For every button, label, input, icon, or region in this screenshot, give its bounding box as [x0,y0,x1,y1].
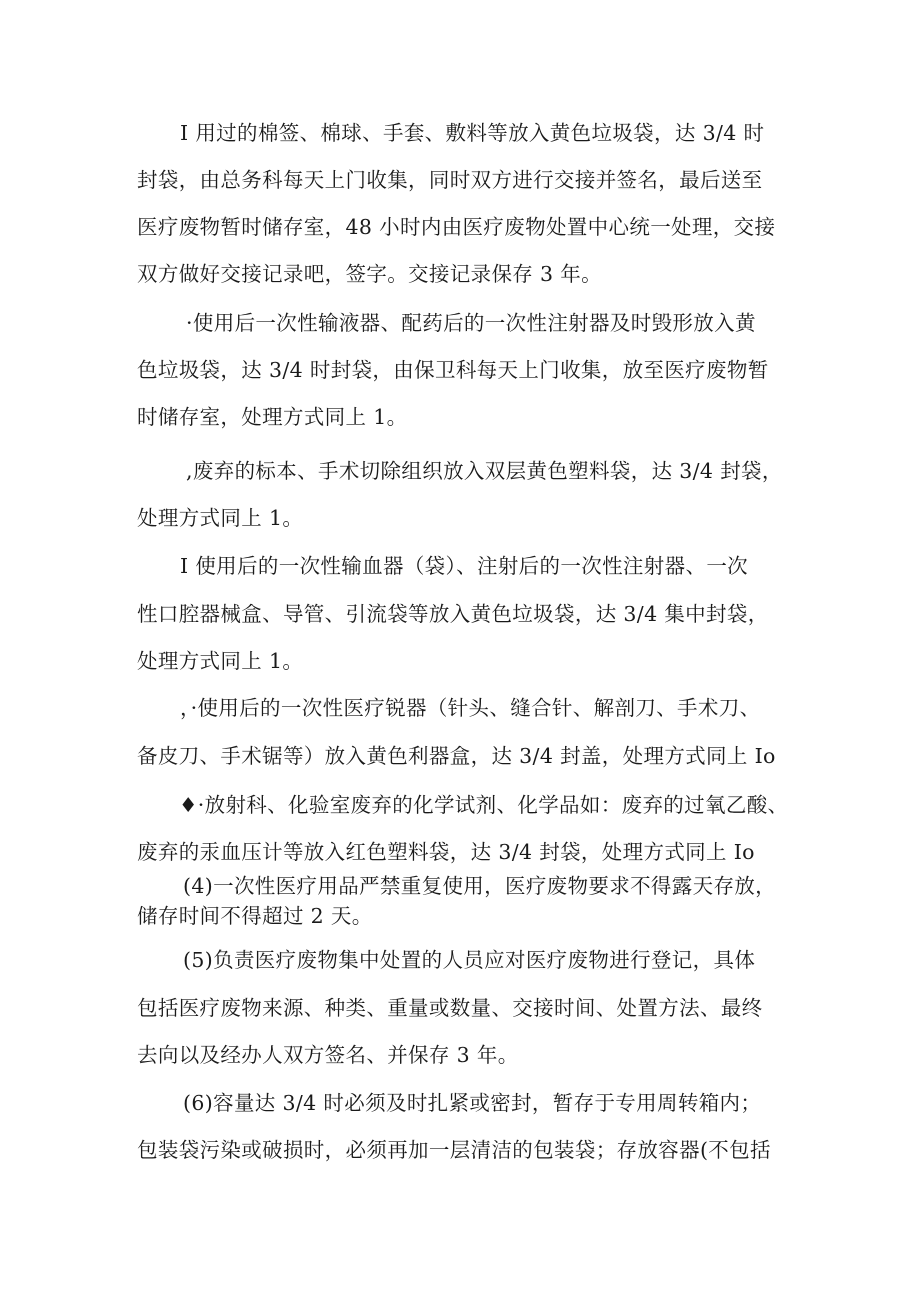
paragraph-8-line-1: (5)负责医疗废物集中处置的人员应对医疗废物进行登记，具体 [183,948,756,972]
paragraph-2-line-1: ·使用后一次性输液器、配药后的一次性注射器及时毁形放入黄 [186,311,756,335]
paragraph-4-line-2: 性口腔器械盒、导管、引流袋等放入黄色垃圾袋，达 3/4 集中封袋， [137,602,769,626]
paragraph-7-line-2: 储存时间不得超过 2 天。 [137,904,373,928]
paragraph-9-line-2: 包装袋污染或破损时，必须再加一层清洁的包装袋；存放容器(不包括 [137,1138,771,1162]
paragraph-9-line-1: (6)容量达 3/4 时必须及时扎紧或密封，暂存于专用周转箱内； [183,1091,762,1115]
paragraph-6-line-2: 废弃的汞血压计等放入红色塑料袋，达 3/4 封袋，处理方式同上 Io [137,840,755,864]
paragraph-4-line-3: 处理方式同上 1。 [137,649,304,673]
paragraph-1-line-1: I 用过的棉签、棉球、手套、敷料等放入黄色垃圾袋，达 3/4 时 [180,121,765,145]
paragraph-1-line-4: 双方做好交接记录吧，签字。交接记录保存 3 年。 [137,262,602,286]
paragraph-5-line-1: ，·使用后的一次性医疗锐器（针头、缝合针、解剖刀、手术刀、 [180,696,761,720]
paragraph-5-line-2: 备皮刀、手术锯等）放入黄色利器盒，达 3/4 封盖，处理方式同上 Io [137,744,776,768]
paragraph-8-line-2: 包括医疗废物来源、种类、重量或数量、交接时间、处置方法、最终 [137,996,763,1020]
paragraph-7-line-1: (4)一次性医疗用品严禁重复使用，医疗废物要求不得露天存放， [183,874,777,898]
paragraph-8-line-3: 去向以及经办人双方签名、并保存 3 年。 [137,1043,519,1067]
paragraph-1-line-2: 封袋，由总务科每天上门收集，同时双方进行交接并签名，最后送至 [137,168,763,192]
paragraph-2-line-2: 色垃圾袋，达 3/4 时封袋，由保卫科每天上门收集，放至医疗废物暂 [137,358,769,382]
paragraph-2-line-3: 时储存室，处理方式同上 1。 [137,405,408,429]
paragraph-4-line-1: I 使用后的一次性输血器（袋）、注射后的一次性注射器、一次 [180,554,749,578]
paragraph-3-line-1: ,废弃的标本、手术切除组织放入双层黄色塑料袋，达 3/4 封袋， [186,459,783,483]
paragraph-6-line-1: ♦·放射科、化验室废弃的化学试剂、化学品如：废弃的过氧乙酸、 [179,793,789,817]
paragraph-3-line-2: 处理方式同上 1。 [137,506,304,530]
paragraph-1-line-3: 医疗废物暂时储存室，48 小时内由医疗废物处置中心统一处理，交接 [137,215,776,239]
